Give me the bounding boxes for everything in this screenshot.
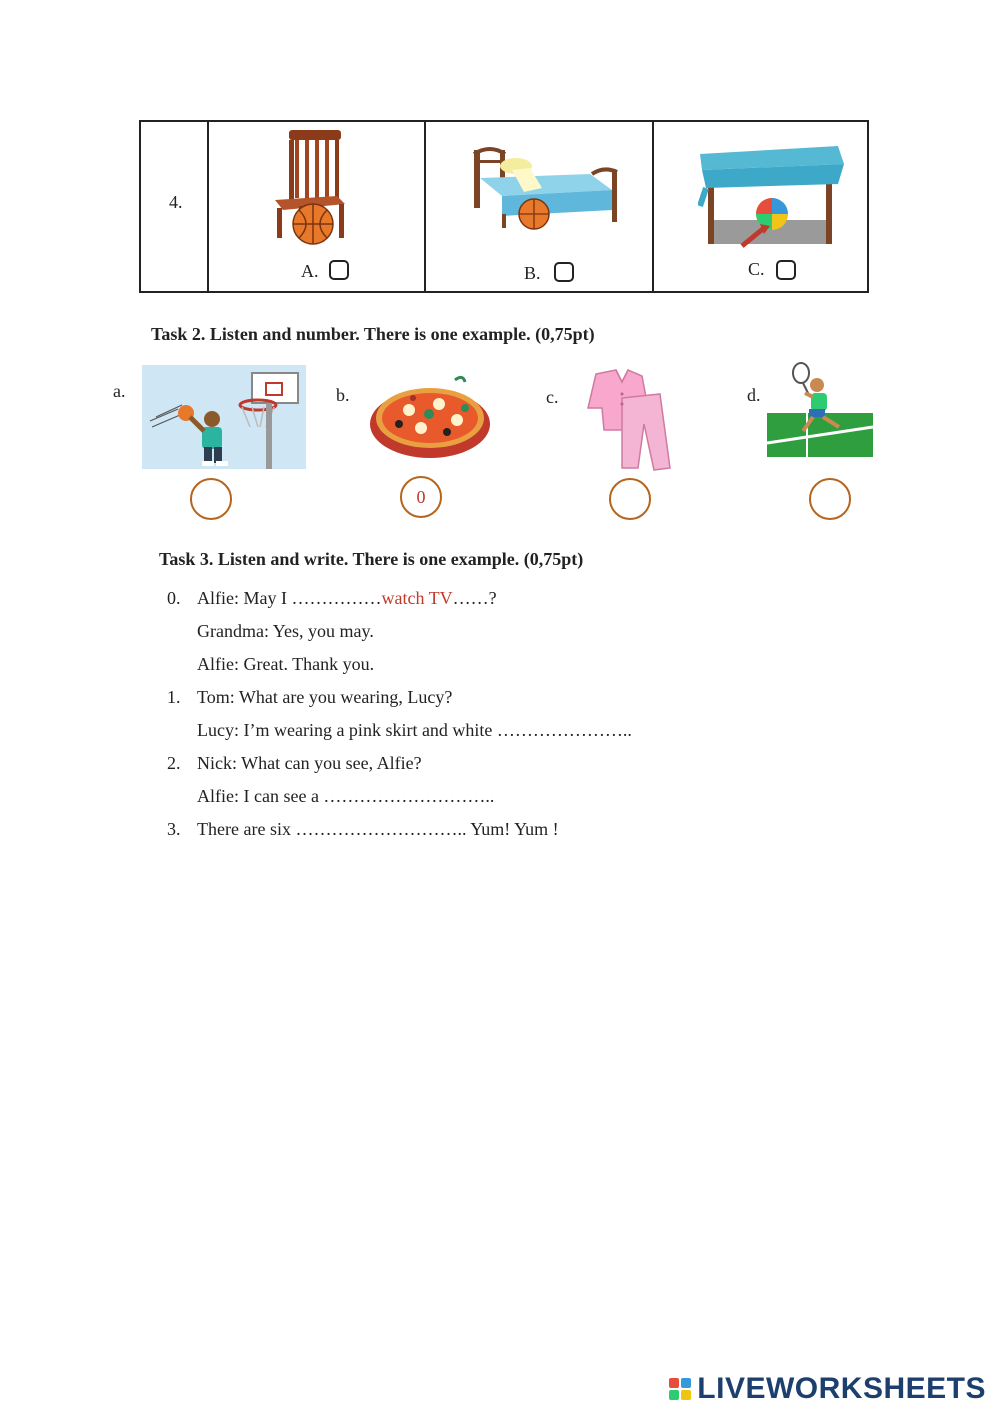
option-a-label: A. [301, 261, 319, 281]
line-alfie-answer[interactable]: Alfie: I can see a ……………………….. [197, 786, 495, 806]
example-answer: watch TV [381, 588, 453, 608]
option-b-cell [424, 122, 654, 291]
item-d-letter: d. [747, 385, 761, 405]
item-d-number-circle[interactable] [809, 478, 851, 520]
option-c-checkbox[interactable] [776, 260, 796, 280]
option-b-label: B. [524, 263, 541, 283]
line-nick-question: Nick: What can you see, Alfie? [197, 753, 422, 773]
task1-table [139, 120, 869, 293]
task3-title: Task 3. Listen and write. There is one example. (0,75pt) [159, 549, 584, 569]
line-3-number: 3. [167, 819, 181, 839]
line-tom-question: Tom: What are you wearing, Lucy? [197, 687, 453, 707]
line-grandma: Grandma: Yes, you may. [197, 621, 374, 641]
option-c-cell [652, 122, 869, 291]
option-a-checkbox[interactable] [329, 260, 349, 280]
liveworksheets-logo [669, 1372, 986, 1406]
item-b-number-circle[interactable]: 0 [400, 476, 442, 518]
option-c-label: C. [748, 259, 765, 279]
row-number: 4. [169, 192, 183, 212]
item-c-number-circle[interactable] [609, 478, 651, 520]
line-0-text [197, 588, 497, 609]
line-six-question[interactable]: There are six ……………………….. Yum! Yum ! [197, 819, 559, 839]
pajamas-image [582, 368, 674, 472]
bed-with-ball-image [472, 144, 632, 234]
task2-title: Task 2. Listen and number. There is one example. (0,75pt) [151, 324, 595, 344]
item-a-number-circle[interactable] [190, 478, 232, 520]
item-c-letter: c. [546, 387, 559, 407]
line-1-number: 1. [167, 687, 181, 707]
line-0-after: ……? [452, 588, 497, 608]
logo-grid-icon [669, 1378, 691, 1400]
chair-with-ball-image [269, 128, 369, 246]
row-number-cell [141, 122, 209, 291]
pizza-image [369, 374, 491, 460]
basketball-image [142, 365, 306, 469]
line-lucy-answer[interactable]: Lucy: I’m wearing a pink skirt and white ………………….. [197, 720, 632, 740]
line-alfie-thanks: Alfie: Great. Thank you. [197, 654, 375, 674]
logo-text: LIVEWORKSHEETS [697, 1372, 986, 1405]
item-a-letter: a. [113, 381, 126, 401]
line-0-number: 0. [167, 588, 181, 608]
badminton-image [767, 361, 873, 457]
line-0-before: Alfie: May I …………… [197, 588, 382, 608]
option-b-checkbox[interactable] [554, 262, 574, 282]
table-with-ball-image [698, 140, 846, 252]
line-2-number: 2. [167, 753, 181, 773]
item-b-letter: b. [336, 385, 350, 405]
option-a-cell [207, 122, 426, 291]
